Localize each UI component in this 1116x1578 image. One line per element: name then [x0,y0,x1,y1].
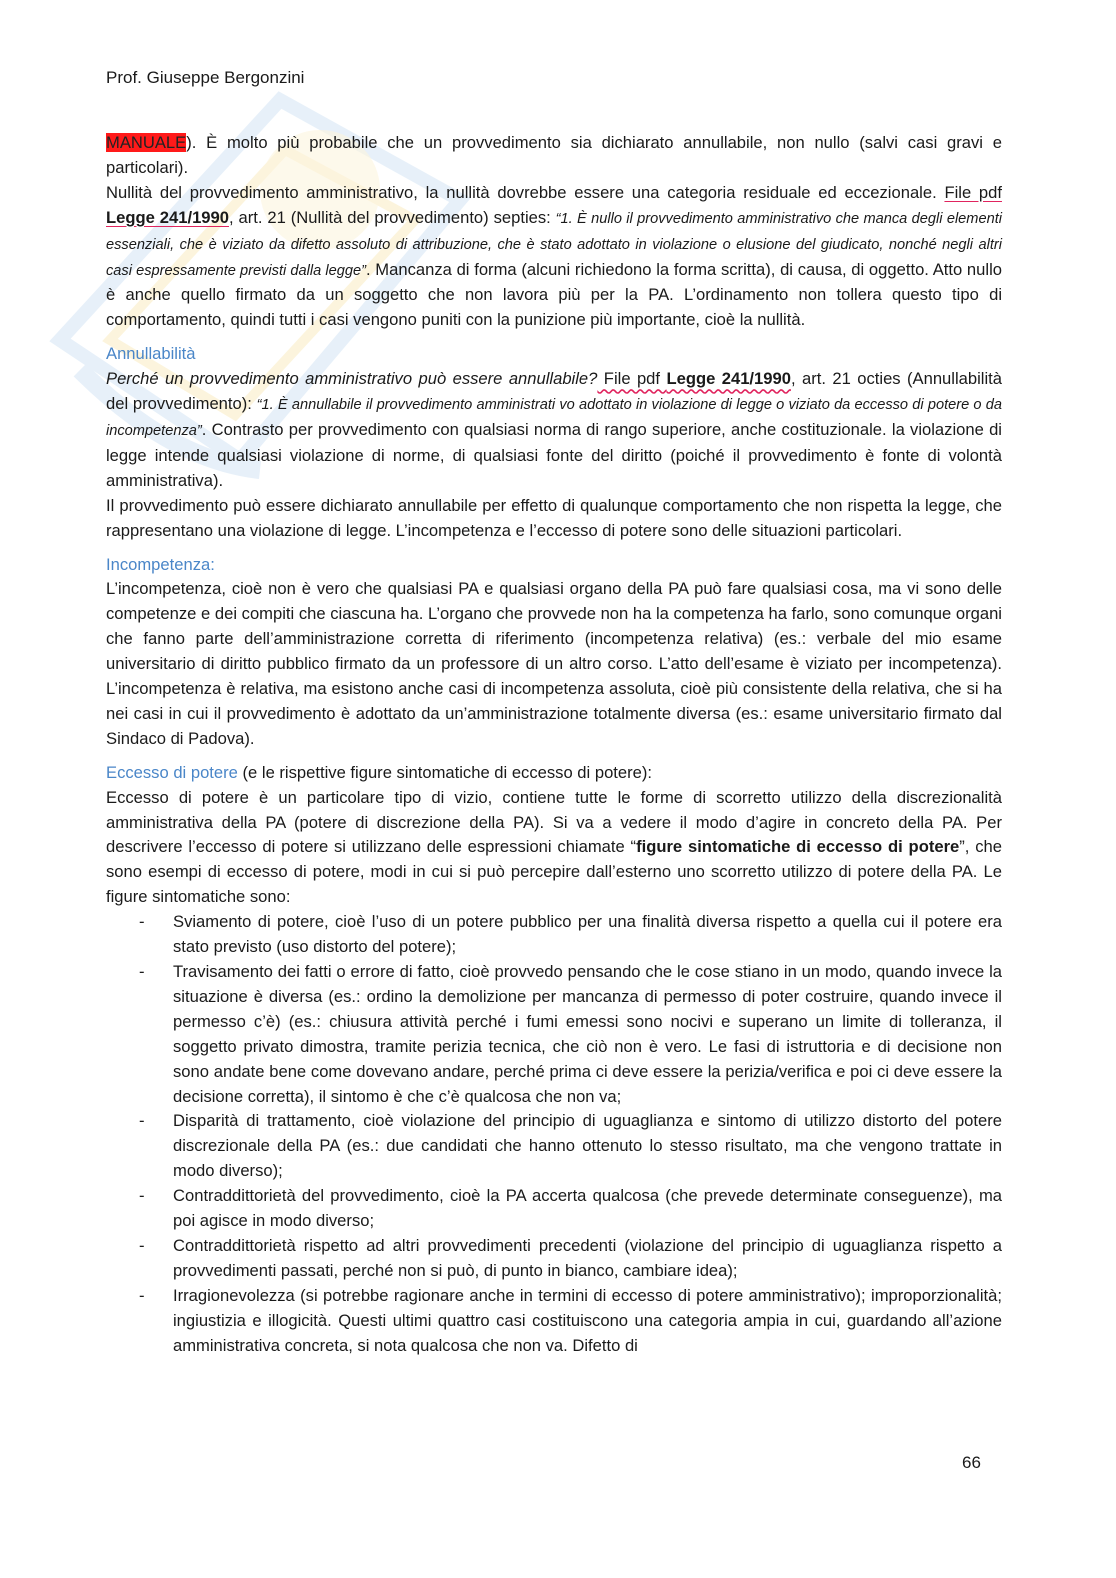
page-header: Prof. Giuseppe Bergonzini [106,68,305,87]
list-item: - Sviamento di potere, cioè l’uso di un potere pubblico per una finalità diversa rispetto a quella cui il potere era stato previsto (uso distorto del potere); [106,910,1002,960]
annullabilita-paragraph-2: Il provvedimento può essere dichiarato annullabile per effetto di qualunque comportamento che non rispetta la legge, che rappresentano una violazione di legge. L’incompetenza e l’eccesso di potere sono delle situazioni particolari. [106,495,1002,540]
list-item: - Contraddittorietà del provvedimento, cioè la PA accerta qualcosa (che prevede determinate conseguenze), ma poi agisce in modo diverso; [106,1184,1002,1234]
heading-annullabilita: Annullabilità [106,344,196,364]
page-number: 66 [962,1453,981,1472]
figure-sintomatiche-list [106,910,1002,1358]
nullita-paragraph: Nullità del provvedimento amministrativo, la nullità dovrebbe essere una categoria residuale ed eccezionale. File pdf Legge 241/1990, art. 21 (Nullità del provvedimento) septies: “1. È nullo il provvedimento amministrativo che manca degli elementi essenziali, che è viziato da difetto assoluto di attribuzione, che è stato adottato in violazione o elusione del giudicato, nonché negli altri casi espressamente previsti dalla legge”. Mancanza di forma (alcuni richiedono la forma scritta), di causa, di oggetto. Atto nullo è anche quello firmato da un soggetto che non lavora più per la PA. L’ordinamento non tollera questo tipo di comportamento, quindi tutti i casi vengono puniti con la punizione più importante, cioè la nullità. [106,182,1002,330]
intro-paragraph: MANUALE). È molto più probabile che un provvedimento sia dichiarato annullabile, non nullo (salvi casi gravi e particolari). [106,133,1002,177]
incompetenza-paragraph: L’incompetenza, cioè non è vero che qualsiasi PA e qualsiasi organo della PA può fare qualsiasi cosa, ma vi sono delle competenze e dei compiti che ciascuna ha. L’organo che provvede non ha la competenza ha farlo, sono comunque organi che fanno parte dell’amministrazione corretta di riferimento (incompetenza relativa) (es.: verbale del mio esame universitario di diritto pubblico firmato da un professore di un altro corso. L’atto dell’esame è viziato per incompetenza). L’incompetenza è relativa, ma esistono anche casi di incompetenza assoluta, cioè più consistente della relativa, che si ha nei casi in cui il provvedimento è adottato da un’amministrazione totalmente diversa (es.: esame universitario firmato dal Sindaco di Padova). [106,579,1002,748]
annullabilita-paragraph: Perché un provvedimento amministrativo può essere annullabile? File pdf Legge 241/1990, art. 21 octies (Annullabilità del provvedimento): “1. È annullabile il provvedimento amministrati vo adottato in violazione di legge o viziato da eccesso di potere o da incompetenza”. Contrasto per provvedimento con qualsiasi norma di rango superiore, anche costituzionale. la violazione di legge intende qualsiasi violazione di norme, di qualsiasi fonte del diritto (poiché il provvedimento è fonte di volontà amministrativa). [106,369,1003,490]
list-item: - Disparità di trattamento, cioè violazione del principio di uguaglianza e sintomo di utilizzo distorto del potere discrezionale della PA (es.: due candidati che hanno ottenuto lo stesso risultato, ma che vengono trattate in modo diverso); [106,1109,1002,1184]
list-item: - Irragionevolezza (si potrebbe ragionare anche in termini di eccesso di potere amministrativo); improporzionalità; ingiustizia e illogicità. Questi ultimi quattro casi costituiscono una categoria ampia in cui, guardando all’azione amministrativa concreta, si nota qualcosa che non va. Difetto di [106,1284,1002,1359]
eccesso-heading-line: Eccesso di potere (e le rispettive figure sintomatiche di eccesso di potere): [106,762,653,782]
law-quote-2: “1. È annullabile il provvedimento amministrati vo adottato in violazione di legge o viziato da eccesso di potere o da incompetenza” [106,397,1002,439]
manuale-highlight: MANUALE [106,133,187,152]
law-quote: “1. È nullo il provvedimento amministrativo che manca degli elementi essenziali, che è viziato da difetto assoluto di attribuzione, che è stato adottato in violazione o elusione del giudicato, nonché negli altri casi espressamente previsti dalla legge” [106,210,1002,279]
file-pdf-link[interactable]: File pdf Legge 241/1990 [106,182,1002,227]
heading-incompetenza: Incompetenza: [106,554,215,574]
eccesso-paragraph: Eccesso di potere è un particolare tipo di vizio, contiene tutte le forme di scorretto utilizzo della discrezionalità amministrativa della PA (potere di discrezione della PA). Si va a vedere il modo d’agire in concreto della PA. Per descrivere l’eccesso di potere si utilizzano delle espressioni chiamate “figure sintomatiche di eccesso di potere”, che sono esempi di eccesso di potere, modi in cui si può percepire dall’esterno uno scorretto utilizzo di potere della PA. Le figure sintomatiche sono: [106,787,1002,907]
file-pdf-link-2[interactable]: File pdf Legge 241/1990 [597,369,791,389]
list-item: - Contraddittorietà rispetto ad altri provvedimenti precedenti (violazione del principio di uguaglianza rispetto a provvedimenti passati, perché non si può, di punto in bianco, cambiare idea); [106,1234,1002,1284]
heading-eccesso: Eccesso di potere [106,762,238,782]
list-item: - Travisamento dei fatti o errore di fatto, cioè provvedo pensando che le cose stiano in un modo, quando invece la situazione è diversa (es.: ordino la demolizione per mancanza di permesso di poter costruire, quando invece il permesso c’è) (es.: chiusura attività perché i fumi emessi sono nocivi e superano un limite di tolleranza, il soggetto privato dimostra, tramite perizia tecnica, che ciò non è vero. Le fasi di istruttoria e di decisione non sono andate bene come dovevano andare, perché prima ci deve essere la perizia/verifica e poi ci deve essere la decisione corretta), il sintomo è che c’è qualcosa che non va; [106,960,1002,1109]
page-content [106,131,1002,1359]
